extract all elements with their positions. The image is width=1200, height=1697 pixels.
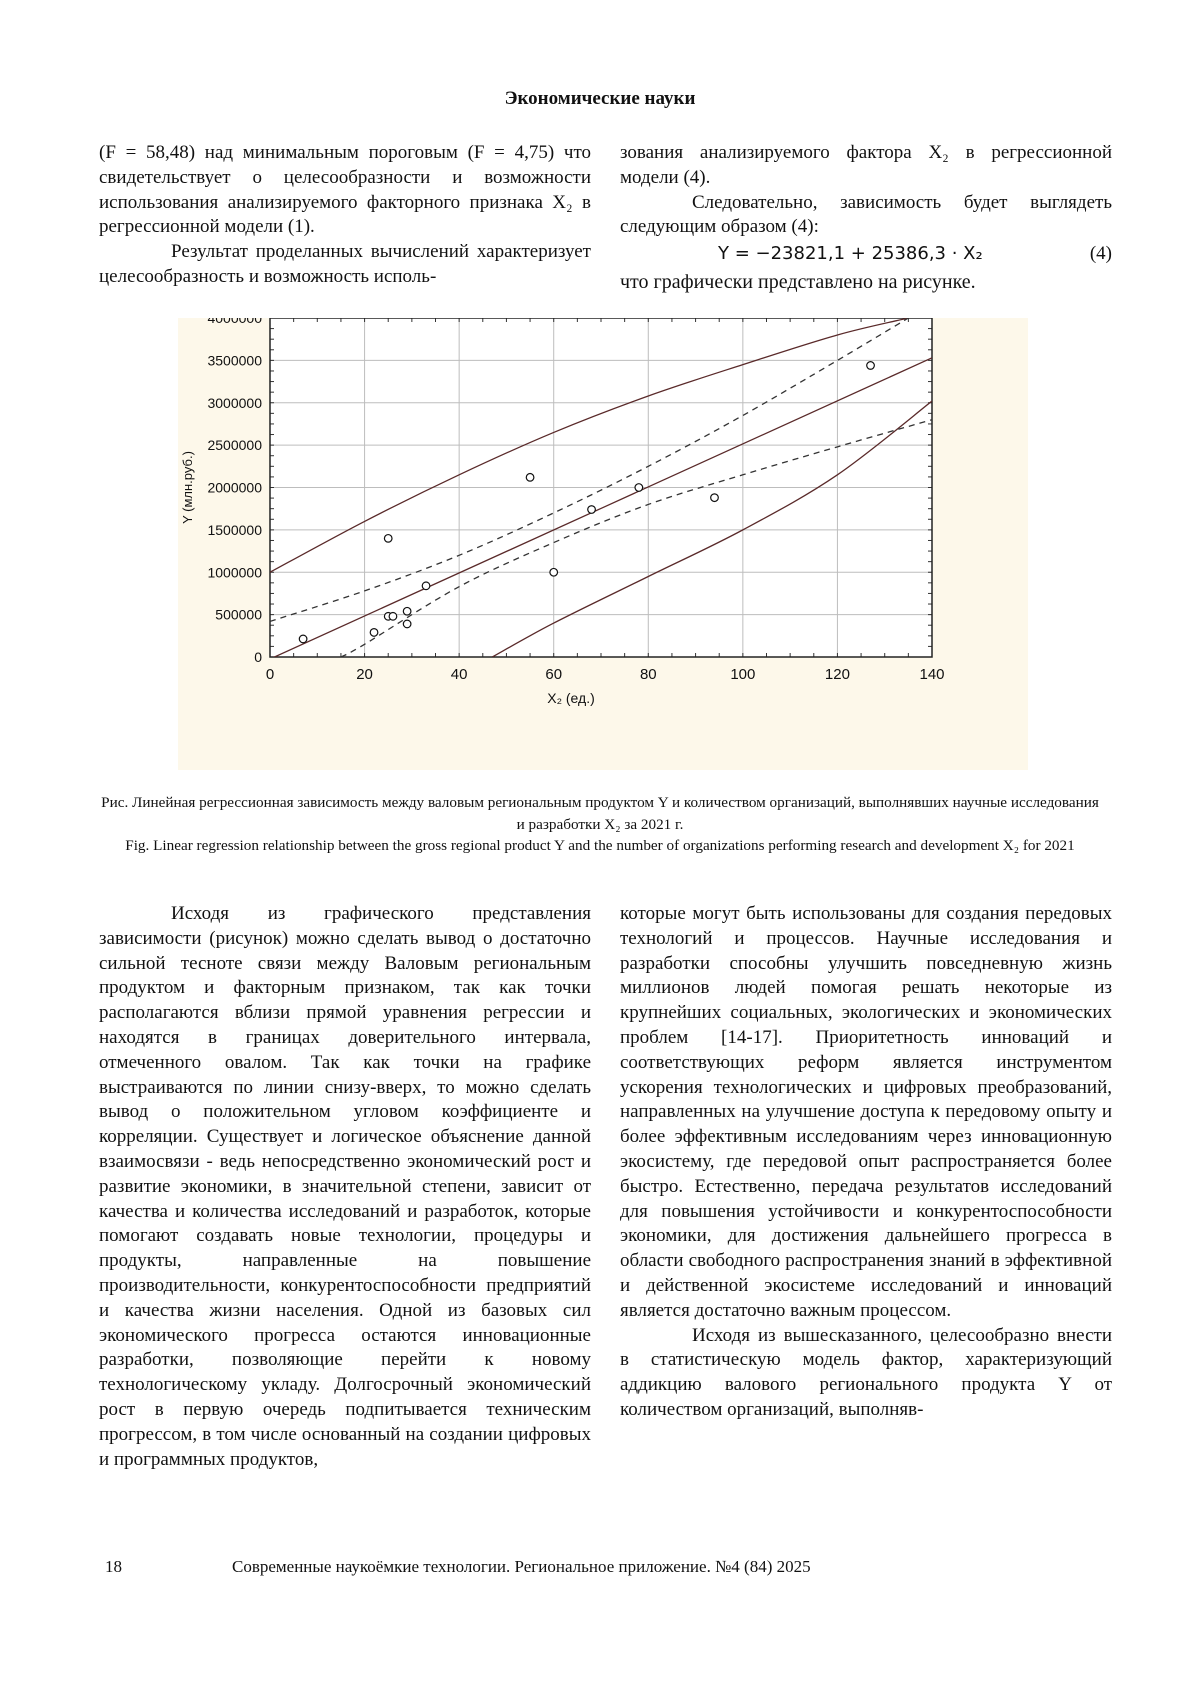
equation-row [620,240,1112,270]
y-tick-label: 1500000 [207,521,262,538]
paragraph: которые могут быть использованы для создания передовых технологий и процессов. Научные исследования и разработки способны улучшить повседневную жизнь миллионов людей помогая решать некоторые из крупнейших социальных, экологических и экономических проблем [14-17]. Приоритетность инноваций и соответствующих реформ является инструментом ускорения технологических и цифровых преобразований, направленных на улучшение доступа к передовому опыту и более эффективным исследованиям через инновационную экосистему, где передовой опыт распространяется более быстро. Естественно, передача результатов исследований для повышения устойчивости и конкурентоспособности экономики, для достижения дальнейшего прогресса в области свободного распространения знаний в эффективной и действенной экосистеме исследований и инноваций является достаточно важным процессом. [620,903,1112,1321]
bottom-left-column [99,902,591,1472]
data-point [867,362,875,370]
y-tick-label: 4000000 [207,318,262,326]
top-left-column [99,141,591,290]
caption-en: Fig. Linear regression relationship between the gross regional product Y and the number of organizations performing research and development X₂ for 2021 [125,837,1075,854]
data-point [384,535,392,543]
regression-chart [178,318,1028,770]
data-point [550,568,558,576]
data-point [588,506,596,514]
data-point [422,582,430,590]
data-point [299,635,307,643]
paragraph: что графически представлено на рисунке. [620,271,976,294]
x-tick-label: 100 [730,666,756,683]
y-tick-label: 2000000 [207,479,262,496]
y-tick-label: 500000 [215,606,262,623]
y-tick-label: 3500000 [207,352,262,369]
y-tick-label: 0 [254,649,262,665]
data-point [370,629,378,637]
paragraph: Исходя из графического представления зависимости (рисунок) можно сделать вывод о достаточно сильной тесноте связи между Валовым региональным продуктом и факторным признаком, так как точки располагаются вблизи прямой уравнения регрессии и находятся в границах доверительного интервала, отмеченного овалом. Так как точки на графике выстраиваются по линии снизу-вверх, то можно сделать вывод о положительном угловом коэффициенте и корреляции. Существует и логическое объяснение данной взаимосвязи - ведь непосредственно экономический рост и развитие экономики, в значительной степени, зависит от качества и количества исследований и разработок, которые помогают создавать новые технологии, процедуры и продукты, направленные на повышение производительности, конкурентоспособности предприятий и качества жизни населения. Одной из базовых сил экономического прогресса остаются инновационные разработки, позволяющие перейти к новому технологическому укладу. Долгосрочный экономический рост в первую очередь подпитывается техническим прогрессом, в том числе основанный на создании цифровых и программных продуктов, [99,903,591,1470]
data-point [635,484,643,492]
data-point [389,613,397,621]
paragraph: Исходя из вышесказанного, целесообразно внести в статистическую модель фактор, характеризующий аддикцию валового регионального продукта Y от количеством организаций, выполняв- [620,1324,1112,1420]
regression-figure [178,318,1028,770]
data-point [711,494,719,502]
x-tick-label: 140 [919,666,945,683]
figure-caption [96,792,1104,857]
regression-equation: Y = −23821,1 + 25386,3 · X₂ [718,243,983,265]
section-header: Экономические науки [504,88,696,109]
y-tick-label: 2500000 [207,437,262,454]
data-point [403,620,411,628]
x-tick-label: 20 [356,666,373,683]
paragraph: Результат проделанных вычислений характеризует целесообразность и возможность исполь- [99,241,591,287]
journal-title: Современные наукоёмкие технологии. Региональное приложение. №4 (84) 2025 [232,1557,811,1576]
page-number: 18 [105,1557,122,1576]
y-tick-label: 3000000 [207,394,262,411]
y-tick-label: 1000000 [207,564,262,581]
x-tick-label: 80 [639,666,657,683]
data-point [526,474,534,482]
data-point [403,607,411,615]
x-tick-label: 0 [265,666,275,683]
bottom-right-column [620,902,1112,1423]
x-tick-label: 120 [824,666,850,683]
x-axis-label: X₂ (ед.) [547,690,595,706]
caption-ru: Рис. Линейная регрессионная зависимость между валовым региональным продуктом Y и количеством организаций, выполнявших научные исследования и разработки X₂ за 2021 г. [101,794,1099,833]
paragraph: (F = 58,48) над минимальным пороговым (F = 4,75) что свидетельствует о целесообразности и возможности использования анализируемого факторного признака X₂ в регрессионной модели (1). [99,142,591,238]
x-tick-label: 60 [545,666,563,683]
equation-number: (4) [1089,243,1112,265]
y-axis-label: Y (млн.руб.) [180,451,195,524]
x-tick-label: 40 [450,666,468,683]
top-right-column [620,141,1112,295]
paragraph: Следовательно, зависимость будет выглядеть следующим образом (4): [620,191,1112,238]
paragraph: зования анализируемого фактора X₂ в регрессионной модели (4). [620,142,1112,188]
